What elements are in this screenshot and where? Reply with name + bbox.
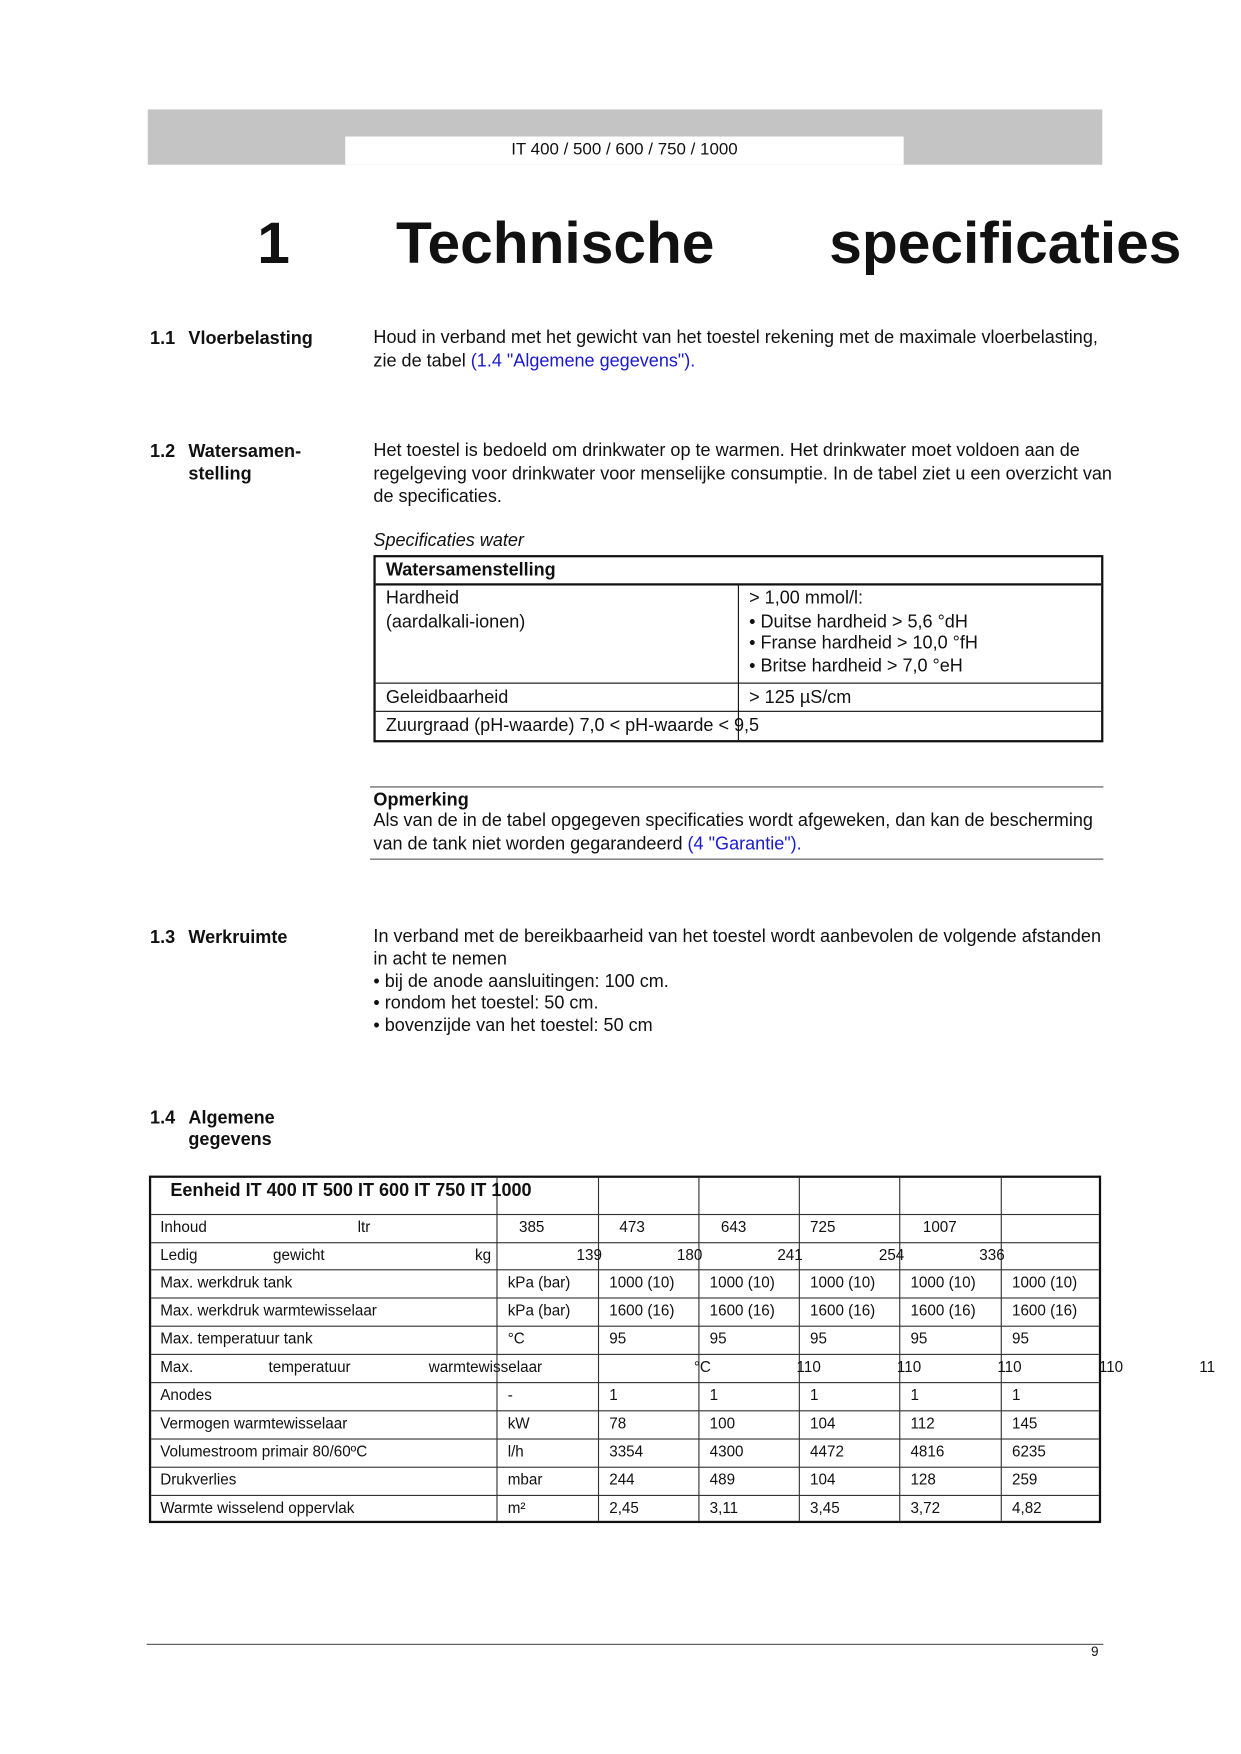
table-cell: 95	[910, 1330, 928, 1348]
table-cell: 1600 (16)	[709, 1301, 775, 1319]
column-divider	[899, 1178, 900, 1521]
table-cell: mbar	[507, 1471, 543, 1489]
water-table-header: Watersamenstelling	[385, 560, 556, 580]
column-divider	[1001, 1178, 1002, 1521]
divider	[370, 786, 1103, 787]
section-number: 1.1	[150, 329, 176, 349]
header-title: IT 400 / 500 / 600 / 750 / 1000	[511, 139, 738, 160]
body-line: in acht te nemen	[373, 949, 507, 970]
column-divider	[598, 1178, 599, 1521]
table-cell: 180	[676, 1246, 703, 1264]
section-title: Vloerbelasting	[188, 329, 313, 349]
table-cell: Vermogen warmtewisselaar	[160, 1414, 348, 1432]
table-cell: Eenheid IT 400 IT 500 IT 600 IT 750 IT 1000	[170, 1181, 532, 1201]
table-caption: Specificaties water	[373, 531, 524, 551]
table-cell: 104	[810, 1471, 836, 1489]
table-cell: 1000 (10)	[709, 1273, 775, 1291]
bullet-item: • bij de anode aansluitingen: 100 cm.	[373, 972, 669, 992]
table-cell: 110	[796, 1358, 821, 1376]
bullet-text: bij de anode aansluitingen: 100 cm.	[384, 972, 669, 992]
page-number: 9	[1090, 1643, 1099, 1660]
table-cell: 4,82	[1011, 1499, 1042, 1517]
table-cell: 1	[609, 1386, 618, 1404]
table-cell: 110	[997, 1358, 1022, 1376]
body-line: In verband met de bereikbaarheid van het toestel wordt aanbevolen de volgende afstanden	[373, 927, 1102, 947]
table-cell: kg	[474, 1246, 492, 1264]
cell: > 125 µS/cm	[749, 688, 852, 708]
body-line: de specificaties.	[373, 487, 502, 507]
table-cell: 254	[878, 1246, 905, 1264]
table-cell: °C	[693, 1358, 711, 1376]
table-cell: Inhoud	[160, 1218, 207, 1236]
body-line: Het toestel is bedoeld om drinkwater op te warmen. Het drinkwater moet voldoen aan de	[373, 441, 1080, 461]
table-cell: 95	[810, 1330, 828, 1348]
column-divider	[799, 1178, 800, 1521]
row-divider	[151, 1297, 1099, 1298]
table-cell: 104	[810, 1414, 836, 1432]
cell: Geleidbaarheid	[385, 688, 509, 708]
table-cell: 643	[720, 1218, 747, 1236]
cell: (aardalkali-ionen)	[385, 612, 526, 632]
table-cell: 385	[518, 1218, 545, 1236]
table-cell: 145	[1011, 1414, 1038, 1432]
table-cell: 1600 (16)	[810, 1301, 876, 1319]
bullet-text: rondom het toestel: 50 cm.	[384, 993, 599, 1014]
table-cell: 336	[979, 1246, 1005, 1264]
table-cell: Max. werkdruk tank	[160, 1273, 293, 1291]
table-cell: 725	[810, 1218, 836, 1236]
table-cell: 95	[1011, 1330, 1029, 1348]
table-cell: 100	[709, 1414, 736, 1432]
section-title: Watersamen-	[188, 442, 302, 462]
row-divider	[151, 1382, 1099, 1383]
table-cell: 3,72	[910, 1499, 941, 1517]
table-cell: 1000 (10)	[1011, 1273, 1078, 1291]
table-cell: 110	[896, 1358, 922, 1376]
section-number: 1.3	[150, 928, 176, 948]
table-cell: temperatuur	[268, 1358, 351, 1376]
table-cell: kPa (bar)	[507, 1273, 571, 1291]
bullet-item: • bovenzijde van het toestel: 50 cm	[373, 1016, 653, 1036]
table-cell: 4472	[810, 1442, 844, 1460]
cell: > 1,00 mmol/l:	[749, 588, 864, 609]
table-cell: -	[507, 1386, 513, 1404]
table-cell: 139	[576, 1246, 602, 1264]
chapter-title-word1: Technische	[395, 210, 715, 277]
divider	[370, 859, 1103, 860]
table-cell: 1	[709, 1386, 719, 1404]
table-cell: 3354	[609, 1442, 644, 1460]
row-divider	[151, 1269, 1099, 1270]
row-divider	[151, 1242, 1099, 1243]
section-number: 1.2	[150, 442, 176, 462]
table-cell: Max. temperatuur tank	[160, 1330, 313, 1348]
chapter-title-word2: specificaties	[829, 210, 1182, 277]
table-cell: 3,11	[709, 1499, 739, 1517]
table-cell: Drukverlies	[160, 1471, 237, 1489]
row-divider	[151, 1214, 1099, 1215]
table-cell: 78	[609, 1414, 627, 1432]
table-cell: Warmte wisselend oppervlak	[160, 1499, 355, 1517]
table-cell: 1000 (10)	[609, 1273, 675, 1291]
table-cell: 1	[810, 1386, 819, 1404]
section-number: 1.4	[150, 1109, 176, 1129]
table-cell: Volumestroom primair 80/60ºC	[160, 1442, 368, 1460]
table-cell: 4816	[910, 1442, 945, 1460]
row-divider	[151, 1467, 1099, 1468]
table-cell: 244	[609, 1471, 635, 1489]
table-cell: 11	[1199, 1358, 1216, 1376]
link-garantie[interactable]: (4 "Garantie").	[687, 834, 802, 855]
body-line: regelgeving voor drinkwater voor menselijke consumptie. In de tabel ziet u een overzicht van	[373, 464, 1112, 484]
body-line	[373, 351, 695, 374]
cell: • Franse hardheid > 10,0 °fH	[749, 634, 978, 654]
cell: Hardheid	[385, 588, 460, 609]
bullet-item: • rondom het toestel: 50 cm.	[373, 993, 599, 1014]
footer-rule	[147, 1644, 1104, 1645]
column-divider	[496, 1178, 497, 1521]
table-cell: 1	[910, 1386, 919, 1404]
table-cell: 3,45	[810, 1499, 840, 1517]
link-algemene-gegevens[interactable]: (1.4 "Algemene gegevens").	[470, 351, 696, 372]
table-cell: 128	[910, 1471, 936, 1489]
section-title: Algemene	[188, 1109, 275, 1129]
table-cell: 489	[709, 1471, 736, 1489]
cell: • Britse hardheid > 7,0 °eH	[749, 656, 963, 676]
section-title: Werkruimte	[188, 928, 288, 948]
table-cell: 95	[609, 1330, 627, 1348]
table-cell: 112	[910, 1414, 935, 1432]
table-cell: 1	[1011, 1386, 1021, 1404]
table-cell: 1000 (10)	[910, 1273, 976, 1291]
chapter-number: 1	[257, 210, 290, 277]
water-table	[373, 555, 1103, 742]
table-cell: l/h	[507, 1442, 524, 1460]
table-cell: 110	[1098, 1358, 1124, 1376]
table-cell: 1600 (16)	[910, 1301, 976, 1319]
row-divider	[151, 1326, 1099, 1327]
table-cell: 4300	[709, 1442, 744, 1460]
note-text: van de tank niet worden gegarandeerd	[373, 834, 688, 855]
table-cell: Max. werkdruk warmtewisselaar	[160, 1301, 377, 1319]
table-cell: Ledig	[160, 1246, 198, 1264]
table-cell: kPa (bar)	[507, 1301, 571, 1319]
table-cell: kW	[507, 1414, 530, 1432]
body-line: Houd in verband met het gewicht van het toestel rekening met de maximale vloerbelasting,	[373, 328, 1098, 348]
note-line: Als van de in de tabel opgegeven specificaties wordt afgeweken, dan kan de bescherming	[373, 811, 1093, 831]
table-cell: 259	[1011, 1471, 1038, 1489]
table-cell: 1007	[922, 1218, 957, 1236]
row-divider	[151, 1354, 1099, 1355]
cell: Zuurgraad (pH-waarde) 7,0 < pH-waarde < 9,5	[385, 716, 760, 736]
table-cell: 6235	[1011, 1442, 1046, 1460]
note-line	[373, 834, 801, 857]
table-cell: 1000 (10)	[810, 1273, 876, 1291]
table-cell: m²	[507, 1499, 526, 1517]
table-cell: 95	[709, 1330, 727, 1348]
row-divider	[151, 1495, 1099, 1496]
table-cell: °C	[507, 1330, 525, 1348]
table-cell: Anodes	[160, 1386, 212, 1404]
column-divider	[698, 1178, 699, 1521]
table-cell: warmtewisselaar	[428, 1358, 543, 1376]
note-title: Opmerking	[373, 790, 469, 811]
table-cell: 473	[619, 1218, 645, 1236]
section-title: gegevens	[188, 1130, 272, 1150]
row-divider	[151, 1438, 1099, 1439]
section-title: stelling	[188, 464, 252, 484]
table-cell: 241	[777, 1246, 803, 1264]
bullet-text: bovenzijde van het toestel: 50 cm	[384, 1016, 653, 1036]
table-cell: ltr	[357, 1218, 371, 1236]
table-cell: 1600 (16)	[609, 1301, 675, 1319]
body-text: zie de tabel	[373, 351, 471, 372]
table-cell: gewicht	[273, 1246, 325, 1264]
table-cell: 1600 (16)	[1011, 1301, 1078, 1319]
table-cell: 2,45	[609, 1499, 639, 1517]
cell: • Duitse hardheid > 5,6 °dH	[749, 612, 968, 632]
table-cell: Max.	[160, 1358, 194, 1376]
row-divider	[151, 1410, 1099, 1411]
